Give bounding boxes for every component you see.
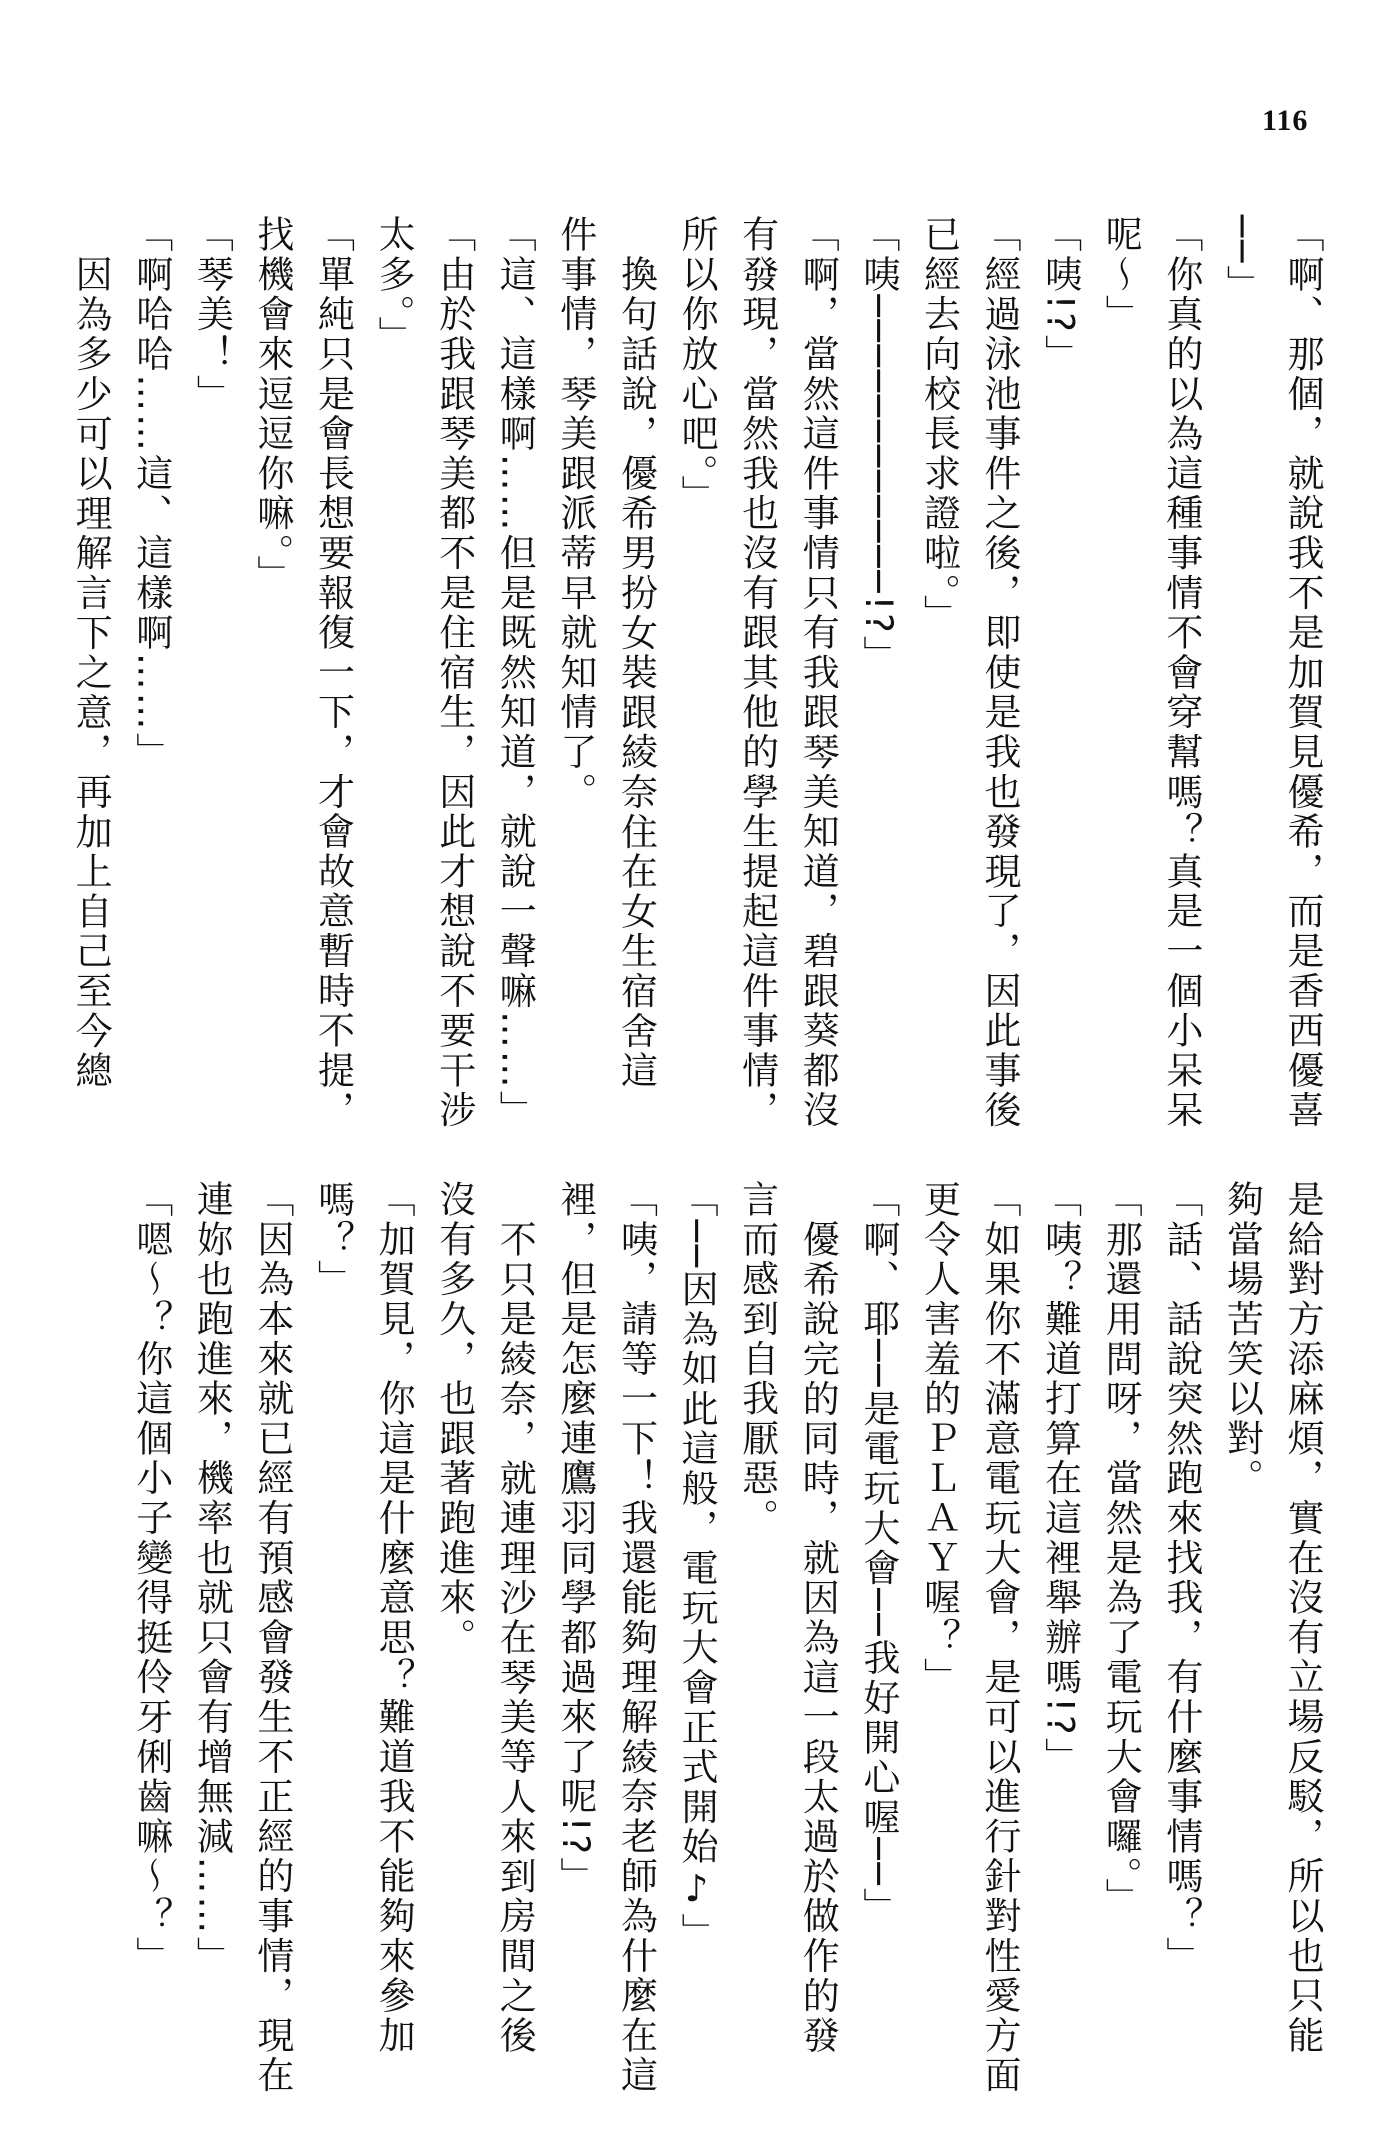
text-line: 沒有多久，也跟著跑進來。 [432,1180,476,1658]
text-line: 「啊哈哈……這、這樣啊……」 [129,215,173,773]
text-line: 所以你放心吧。」 [675,215,719,515]
text-block-bottom [72,1180,1332,2096]
text-line-indented: 因為多少可以理解言下之意，再加上自己至今總 [69,254,113,1091]
text-block-top [69,215,1332,1131]
text-line: 「你真的以為這種事情不會穿幫嗎？真是一個小呆呆 [1159,215,1203,1131]
text-line: 更令人害羞的ＰＬＡＹ喔？」 [917,1180,961,1698]
text-line: 「咦!?」 [1038,215,1082,375]
text-line: 已經去向校長求證啦。」 [917,215,961,635]
text-line: 「咦，請等一下！我還能夠理解綾奈老師為什麼在這 [614,1180,658,2096]
text-line-indented: 不只是綾奈，就連理沙在琴美等人來到房間之後 [493,1219,537,2056]
text-line: 連妳也跑進來，機率也就只會有增無減……」 [190,1180,234,1976]
text-line: 「如果你不滿意電玩大會，是可以進行針對性愛方面 [978,1180,1022,2096]
text-line: 「這、這樣啊……但是既然知道，就說一聲嘛……」 [493,215,537,1131]
text-line: 「話、話說突然跑來找我，有什麼事情嗎？」 [1159,1180,1203,1976]
text-line: 夠當場苦笑以對。 [1220,1180,1264,1499]
text-line: 「單純只是會長想要報復一下，才會故意暫時不提， [311,215,355,1131]
text-line: 「啊，當然這件事情只有我跟琴美知道，碧跟葵都沒 [796,215,840,1131]
text-line: 「啊、耶──是電玩大會──我好開心喔──」 [856,1180,900,1928]
text-line: 有發現，當然我也沒有跟其他的學生提起這件事情， [735,215,779,1131]
text-line: 裡，但是怎麼連鷹羽同學都過來了呢!?」 [553,1180,597,1897]
text-line: 是給對方添麻煩，實在沒有立場反駁，所以也只能 [1281,1180,1324,2056]
text-line: 「那還用問呀，當然是為了電玩大會囉。」 [1099,1180,1143,1918]
page-number: 116 [1262,104,1309,137]
text-line: 「──因為如此這般，電玩大會正式開始♪」 [675,1180,719,1953]
text-line: 「由於我跟琴美都不是住宿生，因此才想說不要干涉 [432,215,476,1131]
text-line: 「啊、那個，就說我不是加賀見優希，而是香西優喜 [1281,215,1324,1131]
text-line: ──」 [1220,215,1264,305]
text-line: 「經過泳池事件之後，即使是我也發現了，因此事後 [978,215,1022,1131]
text-line: 「咦────────────!?」 [856,215,900,676]
text-line-indented: 換句話說，優希男扮女裝跟綾奈住在女生宿舍這 [614,254,658,1091]
text-line: 找機會來逗逗你嘛。」 [250,215,294,595]
text-line: 「咦？難道打算在這裡舉辦嗎!?」 [1038,1180,1082,1778]
text-line: 「加賀見，你這是什麼意思？難道我不能夠來參加 [372,1180,416,2056]
text-line: 件事情，琴美跟派蒂早就知情了。 [553,215,597,812]
text-line: 「因為本來就已經有預感會發生不正經的事情，現在 [250,1180,294,2096]
text-line: 「嗯～？你這個小子變得挺伶牙俐齒嘛～？」 [129,1180,173,1976]
text-line: 呢～」 [1099,215,1143,335]
text-line: 嗎？」 [311,1180,355,1300]
text-line-indented: 優希說完的同時，就因為這一段太過於做作的發 [796,1219,840,2056]
text-line: 言而感到自我厭惡。 [735,1180,779,1539]
text-line: 「琴美！」 [190,215,234,414]
text-line: 太多。」 [372,215,416,356]
